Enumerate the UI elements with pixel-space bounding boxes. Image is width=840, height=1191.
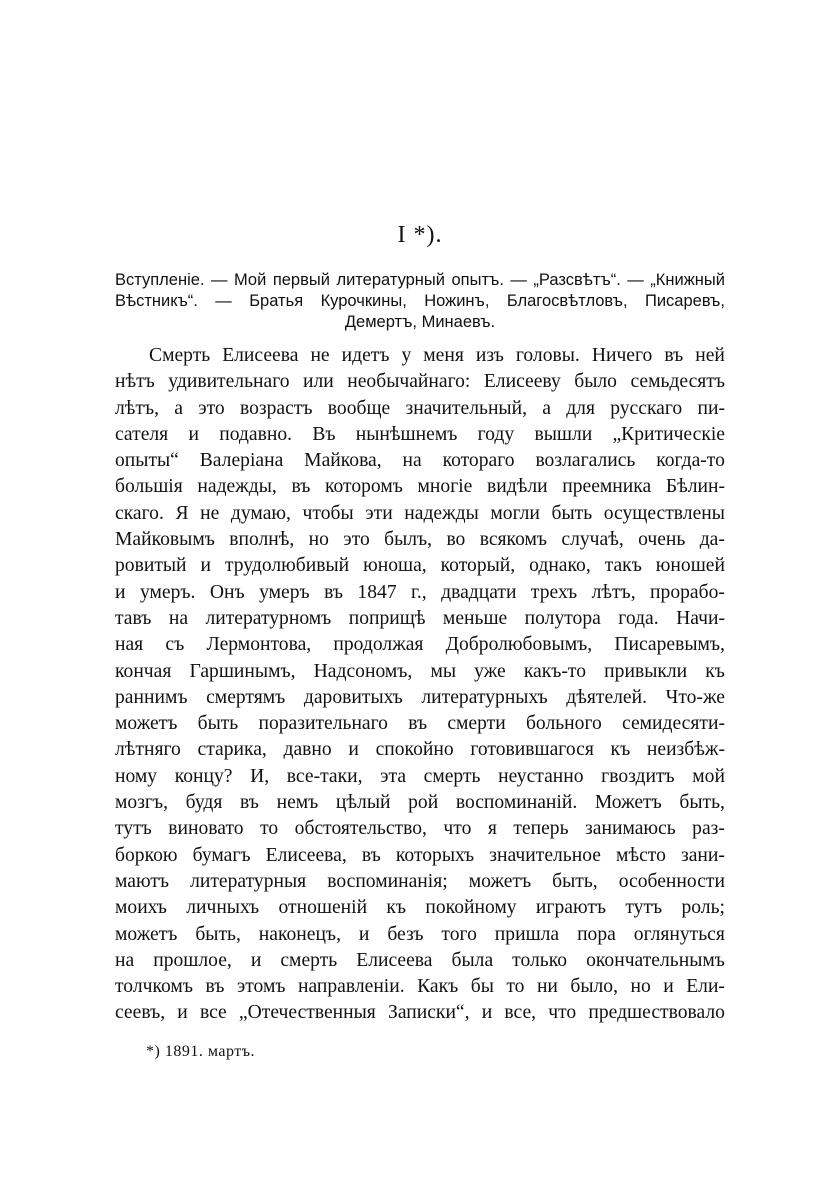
word: русскаго [610,397,683,419]
text-line [115,659,725,685]
word: Можетъ [594,792,662,814]
word: вполнѣ, [229,529,295,551]
word: съ [165,634,185,656]
word: раз- [692,818,725,840]
word: Валеріана [199,450,284,472]
word: Надсономъ, [313,660,413,682]
text-line [115,501,725,527]
word: литературномъ [205,607,332,629]
text-line [115,764,725,790]
word: литературный [336,271,445,289]
word: юноша, [363,555,427,577]
word: Писаревъ, [644,292,725,310]
word: первый [272,271,330,289]
word: былъ, [384,529,433,551]
word: семидесяти- [622,713,725,735]
text-line [115,816,725,842]
word: цѣлый [335,792,391,814]
word: мой [692,765,725,787]
word: гвоздитъ [601,765,675,787]
word: но [630,976,651,998]
word: вообще [327,397,391,419]
word: такъ [604,555,642,577]
summary-line [115,270,725,291]
word: для [566,397,595,419]
word: нынѣшнемъ [355,423,458,445]
word: возрастъ [239,397,313,419]
word: литературныя [190,870,307,892]
word: видѣли [487,476,548,498]
word: значительный, [405,397,527,419]
word: могли [490,502,540,524]
word: неизбѣж- [646,739,725,761]
word: даровитыхъ [303,686,403,708]
word: въ [291,476,311,498]
word: прорабо- [650,581,725,603]
word: пришла [494,923,560,945]
text-line [115,790,725,816]
word: во [446,529,466,551]
word: виновато [168,818,244,840]
word: „Книжный [650,271,725,289]
chapter-summary [115,270,725,333]
word: то [506,976,525,998]
word: быть, [552,870,598,892]
word: у [401,345,412,366]
word: Вѣстникъ“. [115,292,198,310]
word: не [200,502,220,524]
word: Елисеева, [265,844,347,866]
word: однако, [529,555,591,577]
text-line [115,606,725,632]
text-line [115,343,725,369]
word: „Разсвѣтъ“. [533,271,621,289]
word: или [303,371,334,393]
word: Братья [249,292,304,310]
word: скаго. [115,502,164,524]
word: все-таки, [286,765,363,787]
word: и [188,423,199,445]
word: Курочкины, [320,292,407,310]
word: того [441,923,477,945]
word: Добролюбовымъ, [445,634,593,656]
text-line [115,580,725,606]
word: только [512,949,568,971]
word: года. [618,607,659,629]
word: Онъ [209,581,245,603]
word: думаю, [230,502,291,524]
word: Елисееву [483,371,561,393]
word: то [260,818,279,840]
word: все, [504,1002,537,1024]
word: особенности [618,870,725,892]
word: Благосвѣтловъ, [506,292,628,310]
word: ная [115,634,144,656]
word: это [198,397,225,419]
word: и [663,976,674,998]
text-line [115,448,725,474]
word: и [200,555,211,577]
word: необычайнаго: [347,371,471,393]
word: я [487,818,497,840]
word: личныхъ [186,897,260,919]
text-line [115,396,725,422]
word: 1847 [357,581,397,603]
word: г., [411,581,427,603]
word: Ножинъ, [424,292,490,310]
word: а [542,397,551,419]
footnote: *) 1891. мартъ. [146,1043,255,1060]
text-line [115,1000,725,1026]
word: моихъ [115,897,167,919]
word: играютъ [535,897,607,919]
word: мы [430,660,457,682]
text-line [115,974,725,1000]
word: воспоминаній. [455,792,578,814]
word: тутъ [625,897,663,919]
word: въ [664,345,684,366]
word: бы [470,976,494,998]
word: многіе [417,476,473,498]
summary-line [115,291,725,312]
word: дѣятелей. [566,686,648,708]
word: пора [577,923,616,945]
word: умеръ [259,581,310,603]
word: къ [705,660,725,682]
word: немъ [276,792,319,814]
word: подавно. [219,423,293,445]
word: можетъ [115,923,178,945]
text-line [115,711,725,737]
word: идетъ [341,345,390,366]
word: опыты“ [115,450,179,472]
word: лѣтняго [115,739,181,761]
word: — [627,271,644,289]
word: — [215,292,232,310]
word: двадцати [441,581,517,603]
word: быть [197,713,239,735]
word: Гаршинымъ, [189,660,296,682]
word: Елисеева [356,949,433,971]
word: къ [386,897,407,919]
word: роль; [681,897,725,919]
word: воспоминанія; [327,870,448,892]
word: семьдесятъ [630,371,725,393]
word: готовившагося [470,739,594,761]
word: Писаревымъ, [614,634,725,656]
word: смертямъ [206,686,286,708]
word: смерть [423,765,481,787]
word: умеръ. [139,581,196,603]
text-line [115,869,725,895]
word: изъ [475,345,504,366]
word: Въ [312,423,336,445]
word: всякомъ [479,529,548,551]
word: наконецъ, [258,923,341,945]
word: уже [474,660,506,682]
word: окончательнымъ [586,949,725,971]
word: Смерть [149,345,211,366]
word: давно [283,739,332,761]
word: тутъ [115,818,152,840]
word: въ [324,581,343,603]
word: маютъ [115,870,170,892]
word: „Критическіе [612,423,725,445]
word: и [348,739,359,761]
word: тавъ [115,607,152,629]
word: большія [115,476,183,498]
word: въ [205,976,225,998]
word: концу? [174,765,233,787]
word: быть, [679,792,725,814]
word: сателя [115,423,169,445]
word: бумагъ [192,844,251,866]
word: Майкова, [304,450,382,472]
word: безъ [387,923,424,945]
word: старика, [197,739,267,761]
word: случаѣ, [561,529,624,551]
word: это [343,529,370,551]
word: въ [240,792,259,814]
word: — [510,271,527,289]
word: сеевъ, [115,1002,166,1024]
word: — [211,271,228,289]
word: прошлое, [153,949,232,971]
word: пи- [697,397,725,419]
word: чтобы [302,502,354,524]
word: покойному [425,897,517,919]
word: на [168,607,189,629]
word: быть, [195,923,241,945]
summary-line: Демертъ, Минаевъ. [344,313,496,331]
text-line [115,948,725,974]
word: все [199,1002,227,1024]
word: Майковымъ [115,529,215,551]
word: Елисеева [222,345,299,366]
word: можетъ [468,870,532,892]
word: было [574,371,617,393]
word: этомъ [236,976,286,998]
word: Мой [234,271,267,289]
word: теперь [513,818,569,840]
word: поразительнаго [258,713,388,735]
word: которыхъ [395,844,475,866]
word: трехъ [530,581,578,603]
word: толчкомъ [115,976,193,998]
word: въ [408,713,428,735]
word: меньше [442,607,508,629]
text-line [115,843,725,869]
word: и [115,581,126,603]
word: спокойно [375,739,454,761]
text-line [115,527,725,553]
word: преемника [562,476,652,498]
word: Я [175,502,189,524]
word: обстоятельство, [294,818,427,840]
word: „Отечественныя [238,1002,376,1024]
word: ней [695,345,725,366]
word: раннимъ [115,686,188,708]
word: осуществлены [603,502,725,524]
word: была [451,949,494,971]
text-line [115,895,725,921]
word: очень [638,529,686,551]
word: на [115,949,135,971]
word: меня [423,345,464,366]
word: эти [365,502,393,524]
word: и [358,923,370,945]
chapter-heading: I *). [397,222,443,248]
word: оглянуться [633,923,725,945]
word: которомъ [324,476,403,498]
word: больного [525,713,602,735]
word: на [402,450,422,472]
word: и [250,949,262,971]
word: надежды, [197,476,277,498]
word: и [481,1002,493,1024]
word: быть [551,502,593,524]
text-line [115,737,725,763]
word: ни [536,976,558,998]
word: литературныхъ [421,686,548,708]
word: Какъ [417,976,459,998]
word: предшествовало [588,1002,725,1024]
word: Ничего [591,345,653,366]
word: кончая [115,660,172,682]
word: Вступленіе. [115,271,205,289]
word: лѣтъ, [591,581,636,603]
word: лѣтъ, [115,397,160,419]
word: юношей [655,555,725,577]
text-line [115,422,725,448]
word: году [477,423,515,445]
word: и [177,1002,188,1024]
text-line [115,685,725,711]
word: полутора [524,607,601,629]
word: вышли [534,423,593,445]
word: смерти [447,713,506,735]
word: отношеній [278,897,368,919]
word: Что-же [665,686,725,708]
word: трудолюбивый [224,555,350,577]
word: когда-то [656,450,725,472]
word: привыкли [604,660,688,682]
text-line [115,553,725,579]
word: нѣтъ [115,371,155,393]
word: ровитый [115,555,187,577]
word: направленіи. [297,976,405,998]
word: Записки“, [388,1002,470,1024]
word: Ели- [686,976,725,998]
word: Бѣлин- [665,476,725,498]
word: будя [185,792,223,814]
word: продолжая [333,634,424,656]
word: неустанно [498,765,584,787]
word: рой [408,792,439,814]
paragraph [115,343,725,1027]
word: не [310,345,330,366]
word: зани- [680,844,725,866]
word: мѣсто [616,844,666,866]
word: можетъ [115,713,178,735]
word: къ [610,739,631,761]
word: Лермонтова, [206,634,312,656]
word: а [174,397,183,419]
word: поприщѣ [348,607,426,629]
word: что [548,1002,577,1024]
text-line [115,474,725,500]
word: значительное [489,844,601,866]
word: Начи- [676,607,725,629]
word: боркою [115,844,178,866]
word: ному [115,765,158,787]
word: эта [380,765,407,787]
word: что [443,818,472,840]
word: да- [699,529,725,551]
word: занимаюсь [585,818,676,840]
word: но [308,529,329,551]
word: было, [570,976,618,998]
word: котораго [442,450,515,472]
text-line [115,922,725,948]
word: головы. [515,345,580,366]
text-line [115,632,725,658]
word: удивительнаго [168,371,290,393]
word: въ [361,844,381,866]
word: надежды [404,502,479,524]
text-line [115,369,725,395]
word: возлагались [535,450,636,472]
word: смерть [280,949,338,971]
word: И, [250,765,270,787]
word: опытъ. [451,271,504,289]
word: какъ-то [523,660,587,682]
word: мозгъ, [115,792,169,814]
word: который, [440,555,516,577]
